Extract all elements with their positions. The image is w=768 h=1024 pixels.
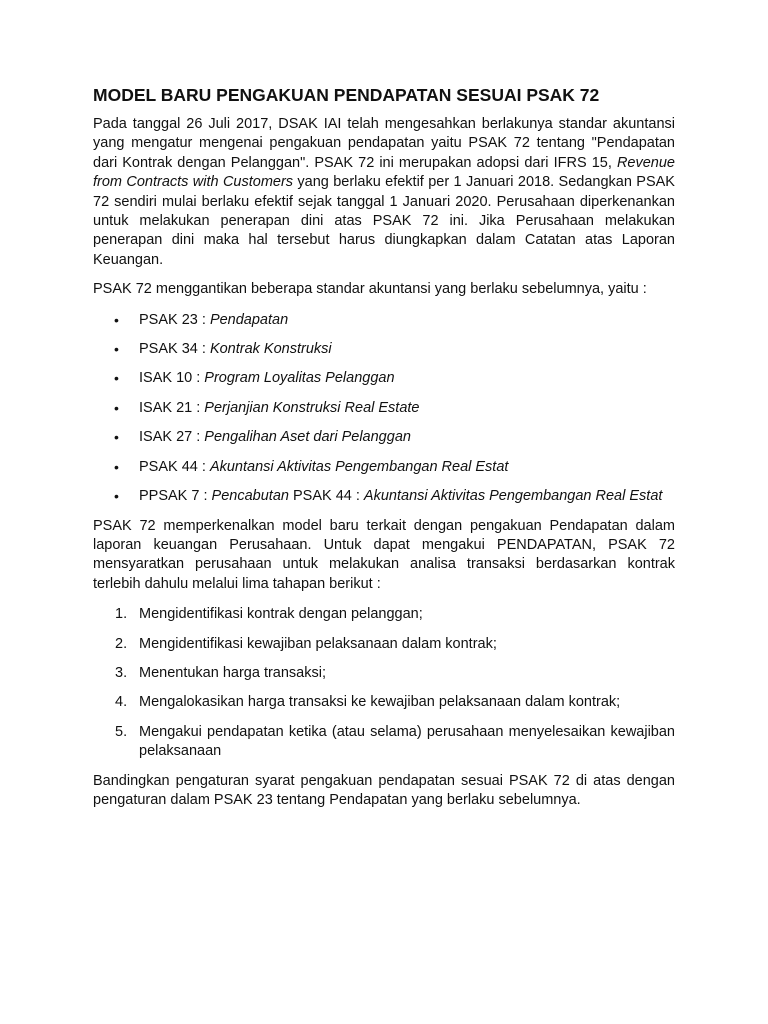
standard-name: Pendapatan — [209, 311, 289, 328]
standard-name: Pengalihan Aset dari Pelanggan — [204, 429, 411, 446]
replaced-standards-intro: PSAK 72 menggantikan beberapa standar akuntansi yang berlaku sebelumnya, yaitu : — [93, 281, 647, 298]
step-number: 4. — [115, 694, 128, 711]
step-text: Mengakui pendapatan ketika (atau selama) perusahaan menyelesaikan kewajiban pelaksanaan — [139, 723, 675, 760]
step-text: Mengidentifikasi kontrak dengan pelanggan; — [139, 606, 423, 623]
standard-code: PSAK 44 : — [288, 488, 364, 505]
standard-name: Perjanjian Konstruksi Real Estate — [204, 399, 420, 416]
list-item — [93, 311, 675, 330]
step-number: 1. — [115, 606, 128, 623]
document-page — [93, 84, 675, 810]
list-item — [93, 428, 675, 447]
standard-code: ISAK 27 : — [139, 429, 205, 446]
standard-code: ISAK 10 : — [139, 370, 205, 387]
list-item — [93, 487, 675, 506]
intro-text-part1: Pada tanggal 26 Juli 2017, DSAK IAI telah mengesahkan berlakunya standar akuntansi yang mengatur mengenai pengakuan pendapatan yaitu PSAK 72 tentang "Pendapatan dari Kontrak dengan Pelanggan". PSAK 72 ini merupakan adopsi dari IFRS 15, — [93, 116, 675, 171]
standard-name: Pencabutan — [211, 488, 289, 505]
list-item — [93, 635, 675, 654]
intro-text-italic: Revenue from Contracts with Customers — [93, 154, 675, 191]
list-item — [93, 458, 675, 477]
list-item — [93, 369, 675, 388]
standard-code: PSAK 34 : — [139, 341, 210, 358]
list-item — [93, 693, 675, 712]
list-item — [93, 340, 675, 359]
standard-code: PPSAK 7 : — [139, 488, 212, 505]
list-item — [93, 605, 675, 624]
step-text: Mengalokasikan harga transaksi ke kewajiban pelaksanaan dalam kontrak; — [139, 694, 621, 711]
step-number: 2. — [115, 635, 128, 652]
intro-paragraph — [93, 115, 675, 270]
standard-code: PSAK 23 : — [139, 311, 210, 328]
intro-text-part2: yang berlaku efektif per 1 Januari 2018. Sedangkan PSAK 72 sendiri mulai berlaku efektif sejak tanggal 1 Januari 2020. Perusahaan diperkenankan untuk melakukan penerapan dini atas PSAK 72 ini. Jika Perusahaan melakukan penerapan dini maka hal tersebut harus diungkapkan dalam Catatan atas Laporan Keuangan. — [93, 174, 675, 268]
replaced-standards-list — [93, 311, 675, 507]
standard-code: ISAK 21 : — [139, 399, 205, 416]
standard-name: Akuntansi Aktivitas Pengembangan Real Estat — [363, 488, 663, 505]
step-number: 3. — [115, 664, 128, 681]
five-steps-list — [93, 605, 675, 761]
step-text: Menentukan harga transaksi; — [139, 664, 326, 681]
standard-code: PSAK 44 : — [139, 458, 210, 475]
standard-name: Kontrak Konstruksi — [209, 341, 332, 358]
model-paragraph: PSAK 72 memperkenalkan model baru terkait dengan pengakuan Pendapatan dalam laporan keuangan Perusahaan. Untuk dapat mengakui PENDAPATAN, PSAK 72 mensyaratkan perusahaan untuk melakukan analisa transaksi berdasarkan kontrak terlebih dahulu melalui lima tahapan berikut : — [93, 517, 675, 592]
list-item — [93, 723, 675, 762]
list-item — [93, 399, 675, 418]
standard-name: Akuntansi Aktivitas Pengembangan Real Estat — [209, 458, 509, 475]
closing-paragraph: Bandingkan pengaturan syarat pengakuan pendapatan sesuai PSAK 72 di atas dengan pengaturan dalam PSAK 23 tentang Pendapatan yang berlaku sebelumnya. — [93, 772, 675, 808]
document-title: MODEL BARU PENGAKUAN PENDAPATAN SESUAI PSAK 72 — [93, 85, 600, 105]
standard-name: Program Loyalitas Pelanggan — [204, 370, 395, 387]
step-number: 5. — [115, 723, 128, 740]
step-text: Mengidentifikasi kewajiban pelaksanaan dalam kontrak; — [139, 635, 497, 652]
list-item — [93, 664, 675, 683]
